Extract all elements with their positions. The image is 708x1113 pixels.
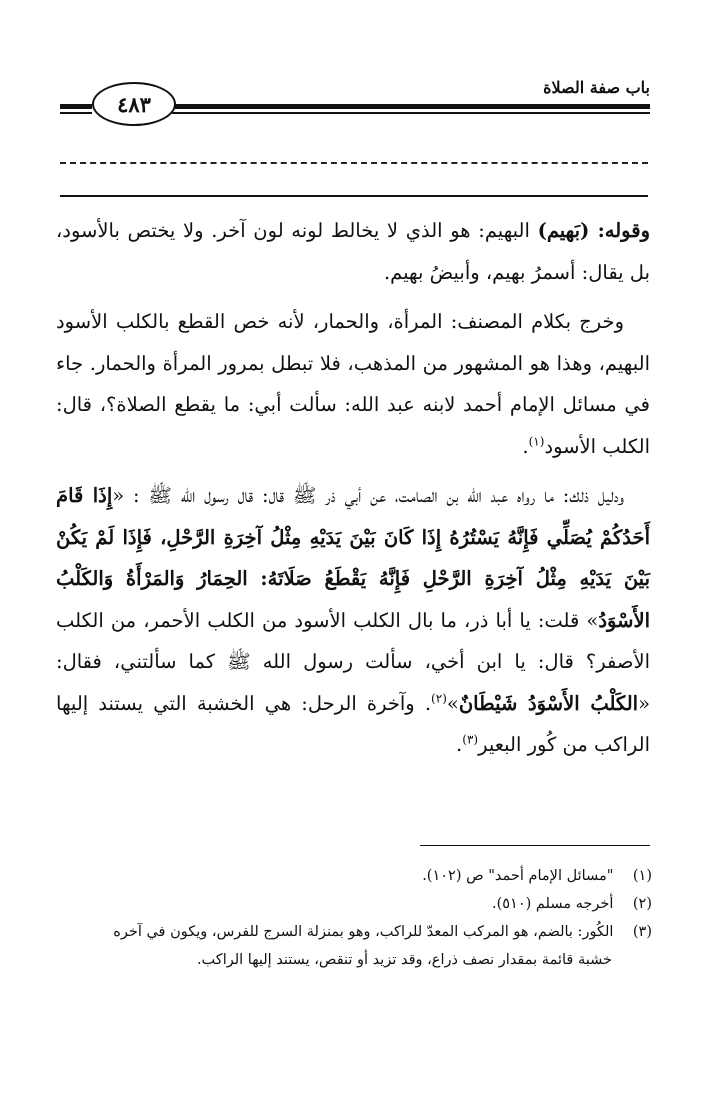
paragraph-text: . <box>522 434 529 458</box>
body-text <box>56 210 650 774</box>
footnote-text: أخرجه مسلم (٥١٠). <box>491 896 614 912</box>
footnotes <box>52 862 652 974</box>
footnote-number: (٣) <box>632 924 652 940</box>
hadith-text: الكَلْبُ الأَسْوَدُ شَيْطَانٌ <box>458 691 639 715</box>
paragraph-text: البهيم: هو الذي لا يخالط لونه لون آخر. ولا يختص بالأسود، بل يقال: أسمرُ بهيم، وأبيضُ بهيم. <box>56 219 650 284</box>
footnote-text: "مسائل الإمام أحمد" ص (١٠٢). <box>422 868 614 884</box>
paragraph-text: . <box>456 733 463 756</box>
footnote-marker: (٣) <box>462 732 479 747</box>
paragraph-text: . وآخرة الرحل: هي الخشبة التي يستند إليها الراكب من كُور البعير <box>56 691 650 756</box>
footnote-continuation: خشبة قائمة بمقدار نصف ذراع، وقد تزيد أو تنقص، يستند إليها الراكب. <box>196 952 612 968</box>
header-rule-right <box>172 104 650 109</box>
footnote-number: (٢) <box>632 896 652 912</box>
header-rule-left-thin <box>60 112 92 114</box>
footnote-marker: (١) <box>528 434 545 448</box>
footnote-rule <box>420 845 650 846</box>
paragraph-text: ودليل ذلك: ما رواه عبد الله بن الصامت، عن أبي ذر ﷺ قال: قال رسول الله ﷺ : « <box>112 484 624 507</box>
footnote-text: الكُور: بالضم، هو المركب المعدّ للراكب، وهو بمنزلة السرج للفرس، ويكون في آخره <box>113 924 614 940</box>
paragraph-text: » <box>446 691 459 715</box>
paragraph-text: » قلت: يا أبا ذر، ما بال الكلب الأسود من الكلب الأحمر، من الكلب الأصفر؟ قال: يا ابن أخي، سألت رسول الله ﷺ كما سألتني، فقال: « <box>56 608 650 715</box>
footnote-number: (١) <box>632 868 652 884</box>
solid-separator <box>60 195 648 197</box>
paragraph-2 <box>56 301 650 467</box>
hadith-text: إِذَا قَامَ أَحَدُكُمْ يُصَلِّي فَإِنَّهُ يَسْتُرُهُ إِذَا كَانَ بَيْنَ يَدَيْهِ مِثْلُ آخِرَةِ الرَّحْلِ، فَإِذَا لَمْ يَكُنْ بَيْنَ يَدَيْهِ مِثْلُ آخِرَةِ الرَّحْلِ فَإِنَّهُ يَقْطَعُ صَلَاتَهُ: الحِمَارُ وَالمَرْأَةُ وَالكَلْبُ الأَسْوَدُ <box>56 484 650 632</box>
chapter-title: باب صفة الصلاة <box>543 78 650 97</box>
term-heading: وقوله: (بَهيم) <box>537 219 650 242</box>
paragraph-3 <box>56 475 650 766</box>
paragraph-text: وخرج بكلام المصنف: المرأة، والحمار، لأنه خص القطع بالكلب الأسود البهيم، وهذا هو المشهور من المذهب، فلا تبطل بمرور المرأة والحمار. جاء في مسائل الإمام أحمد لابنه عبد الله: سألت أبي: ما يقطع الصلاة؟، قال: الكلب الأسود <box>56 310 650 458</box>
header-rule-right-thin <box>172 112 650 114</box>
footnote-3 <box>52 918 652 974</box>
footnote-1 <box>52 862 652 890</box>
page-number: ٤٨٣ <box>92 82 176 126</box>
footnote-marker: (٢) <box>431 691 447 705</box>
footnote-2 <box>52 890 652 918</box>
header-rule-left <box>60 104 92 109</box>
paragraph-1 <box>56 210 650 293</box>
dashed-separator <box>60 162 648 164</box>
